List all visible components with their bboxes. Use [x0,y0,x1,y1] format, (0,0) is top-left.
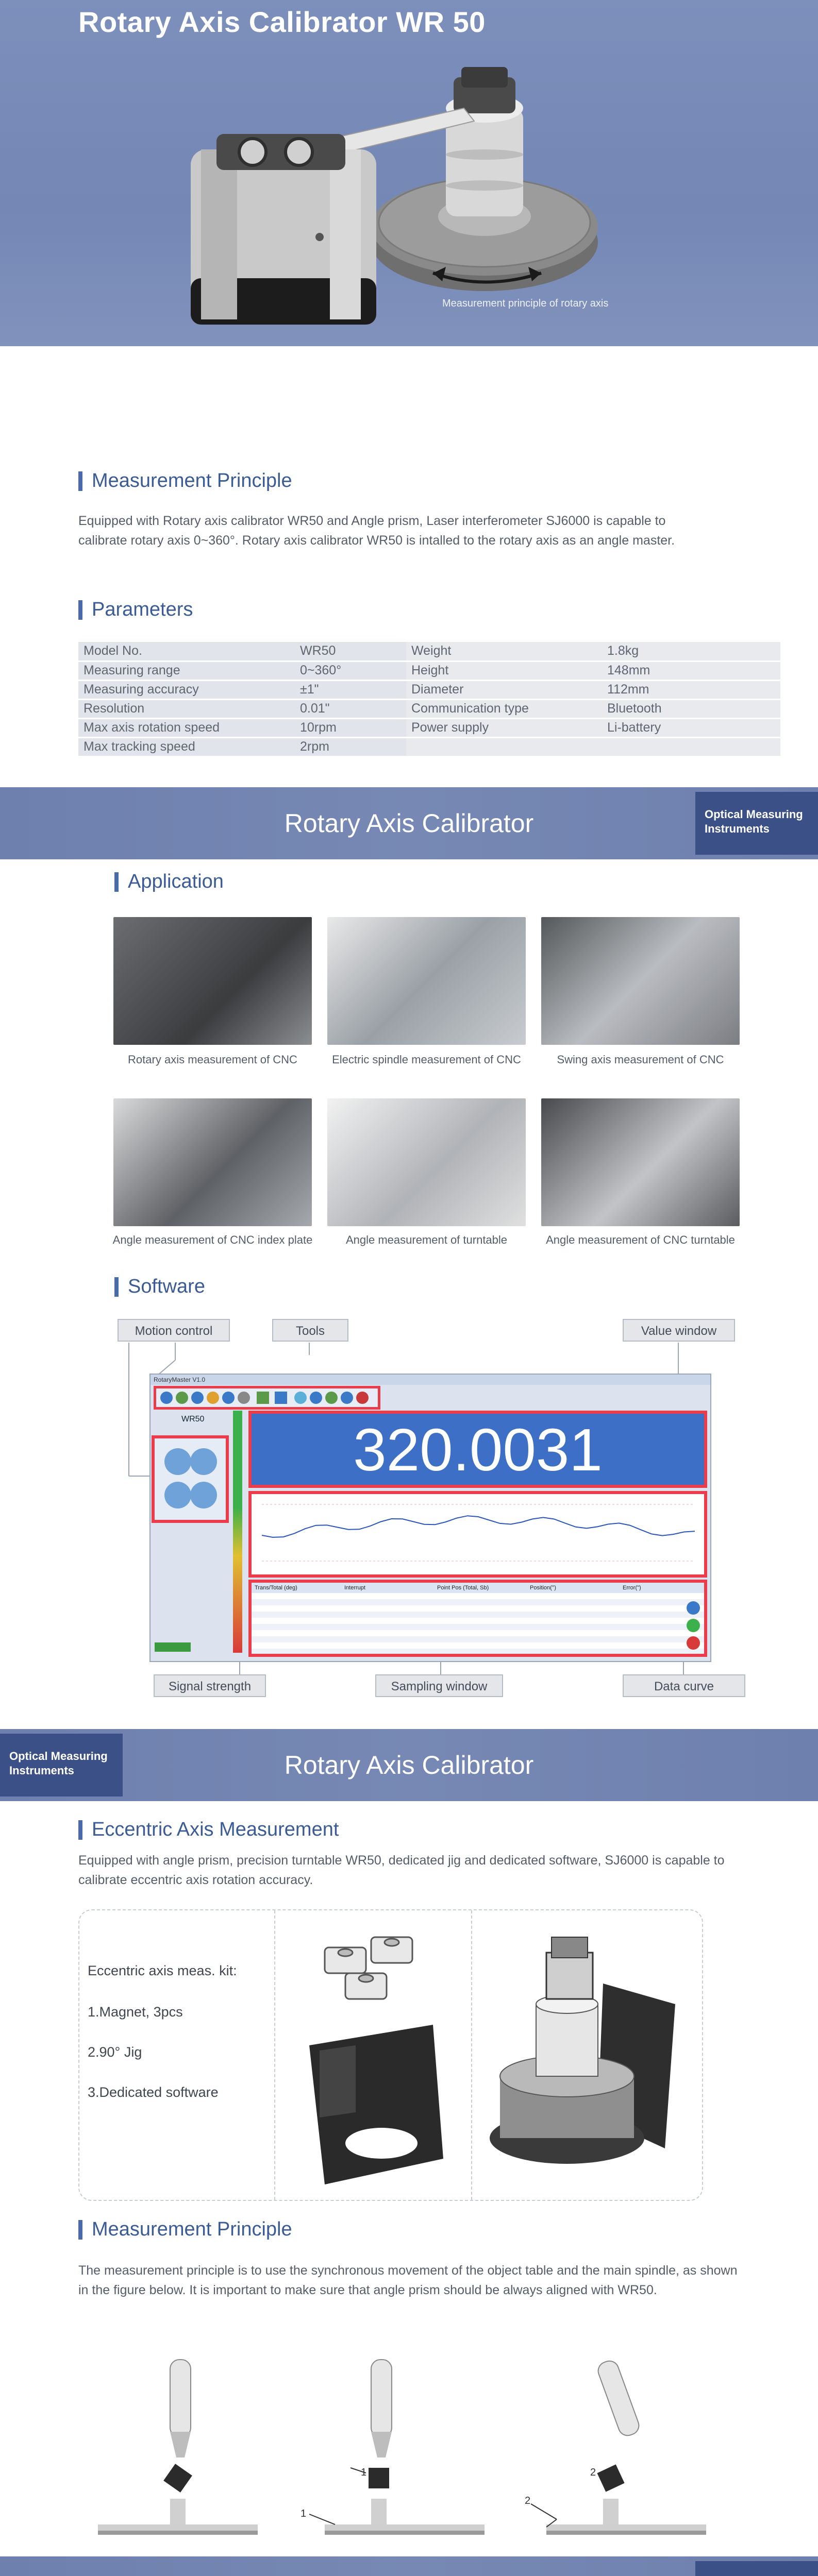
diagram-label-1b: 1 [361,2467,367,2478]
sampling-table-header: Trans/Total (deg) Interrupt Point Pos (Total, Sb) Position(°) Error(") [252,1583,704,1593]
application-photo-6 [541,1098,740,1226]
callout-motion-control: Motion control [118,1319,230,1342]
parameter-cell: Diameter [406,680,602,699]
parameter-cell: Model No. [78,642,295,661]
parameter-cell: 148mm [602,661,780,680]
device-label: WR50 [181,1415,205,1423]
section-banner [0,787,818,859]
diagram-label-1a: 1 [301,2508,307,2519]
application-photo-2 [327,917,526,1045]
callout-signal-strength: Signal strength [154,1674,266,1697]
callout-data-curve: Data curve [623,1674,745,1697]
data-curve [252,1494,704,1574]
eccentric-text: Equipped with angle prism, precision turntable WR50, dedicated jig and dedicated software, SJ6000 is capable to calibrate eccentric axis rotation accuracy. [78,1853,725,1887]
software-window [149,1374,711,1662]
diagram-2 [309,2360,485,2535]
application-caption-1: Rotary axis measurement of CNC [128,1053,297,1066]
parameter-cell: 2rpm [295,737,406,756]
parameter-cell: Bluetooth [602,699,780,718]
parameter-cell: WR50 [295,642,406,661]
section-marker [114,1277,119,1297]
section-marker [78,1820,82,1840]
parameter-cell [602,737,780,756]
parameter-cell: Resolution [78,699,295,718]
parameter-cell: Measuring accuracy [78,680,295,699]
data-curve-panel [248,1491,707,1578]
kit-item-2: 2.90° Jig [88,2044,142,2060]
motion-control-icons [155,1438,226,1520]
parameters-heading: Parameters [78,599,193,621]
brand-tag: Optical Measuring Instruments [695,792,818,855]
status-indicator [155,1642,191,1652]
brand-tag [695,2561,818,2576]
diagram-label-2a: 2 [525,2495,531,2506]
callout-value-window: Value window [623,1319,735,1342]
toolbar-icons [156,1388,378,1407]
banner-title: Rotary Axis Calibrator [284,1751,534,1780]
parameter-cell: Max tracking speed [78,737,295,756]
magnets-and-jig-illustration [278,1917,469,2195]
sampling-window [248,1580,707,1657]
side-buttons [687,1601,702,1653]
application-caption-5: Angle measurement of turntable [345,1233,508,1246]
diagram-3 [531,2359,706,2535]
kit-item-1: 1.Magnet, 3pcs [88,2004,183,2020]
parameter-cell: 10rpm [295,718,406,737]
application-heading: Application [114,871,224,893]
section-banner [0,2556,818,2576]
sampling-table-rows [252,1593,704,1654]
stop-button[interactable] [687,1636,700,1650]
play-button[interactable] [687,1601,700,1615]
kit-item-3: 3.Dedicated software [88,2084,219,2100]
section-marker [78,600,82,620]
section-marker [114,872,119,892]
parameter-cell: Li-battery [602,718,780,737]
confirm-button[interactable] [687,1619,700,1632]
parameter-row [78,737,780,756]
parameter-cell: 0.01" [295,699,406,718]
kit-title: Eccentric axis meas. kit: [88,1963,237,1978]
parameter-cell: Measuring range [78,661,295,680]
application-photo-1 [113,917,312,1045]
measurement-principle-text: Equipped with Rotary axis calibrator WR50 and Angle prism, Laser interferometer SJ6000 is capable to calibrate rotary axis 0~360°. Rotary axis calibrator WR50 is intalled to the rotary axis as an angle master. [78,514,675,548]
value-window: 320.0031 [248,1411,707,1488]
banner-title: Rotary Axis Calibrator [284,809,534,838]
parameter-cell: Height [406,661,602,680]
motion-control-panel[interactable] [152,1435,229,1523]
application-caption-4: Angle measurement of CNC index plate [112,1233,313,1246]
parameter-cell: 112mm [602,680,780,699]
parameter-row [78,680,780,699]
toolbar [154,1386,380,1410]
measurement-principle-heading: Measurement Principle [78,470,292,492]
measurement-principle-2-heading: Measurement Principle [78,2218,292,2241]
software-window-title: RotaryMaster V1.0 [151,1375,710,1385]
application-caption-2: Electric spindle measurement of CNC [332,1053,521,1066]
application-caption-3: Swing axis measurement of CNC [557,1053,724,1066]
application-photo-4 [113,1098,312,1226]
parameter-row [78,699,780,718]
parameter-row [78,661,780,680]
parameter-cell: ±1" [295,680,406,699]
parameter-cell: Weight [406,642,602,661]
parameters-table [78,642,780,757]
parameter-cell [406,737,602,756]
diagram-1 [98,2360,258,2535]
section-marker [78,2220,82,2240]
section-marker [78,471,82,491]
parameter-cell: Communication type [406,699,602,718]
parameter-row [78,642,780,661]
measurement-principle-2-text: The measurement principle is to use the synchronous movement of the object table and the main spindle, as shown in the figure below. It is important to make sure that angle prism should be always aligned with WR50. [78,2263,738,2297]
software-heading: Software [114,1276,205,1298]
application-photo-5 [327,1098,526,1226]
diagram-label-2b: 2 [590,2467,596,2478]
callout-tools: Tools [272,1319,348,1342]
callout-sampling-window: Sampling window [375,1674,503,1697]
parameter-cell: 1.8kg [602,642,780,661]
brand-tag: Optical Measuring Instruments [0,1734,123,1797]
application-photo-3 [541,917,740,1045]
hero-title: Rotary Axis Calibrator WR 50 [78,6,486,38]
parameter-cell: Power supply [406,718,602,737]
section-banner [0,1729,818,1801]
principle-diagrams [93,2349,732,2545]
hero-caption: Measurement principle of rotary axis [442,298,609,309]
application-caption-6: Angle measurement of CNC turntable [546,1233,735,1246]
parameter-cell: 0~360° [295,661,406,680]
hero-banner [0,0,818,346]
eccentric-heading: Eccentric Axis Measurement [78,1819,339,1841]
signal-strength-bar [233,1411,242,1653]
turntable-with-jig-illustration [479,1922,696,2190]
parameter-row [78,718,780,737]
parameter-cell: Max axis rotation speed [78,718,295,737]
